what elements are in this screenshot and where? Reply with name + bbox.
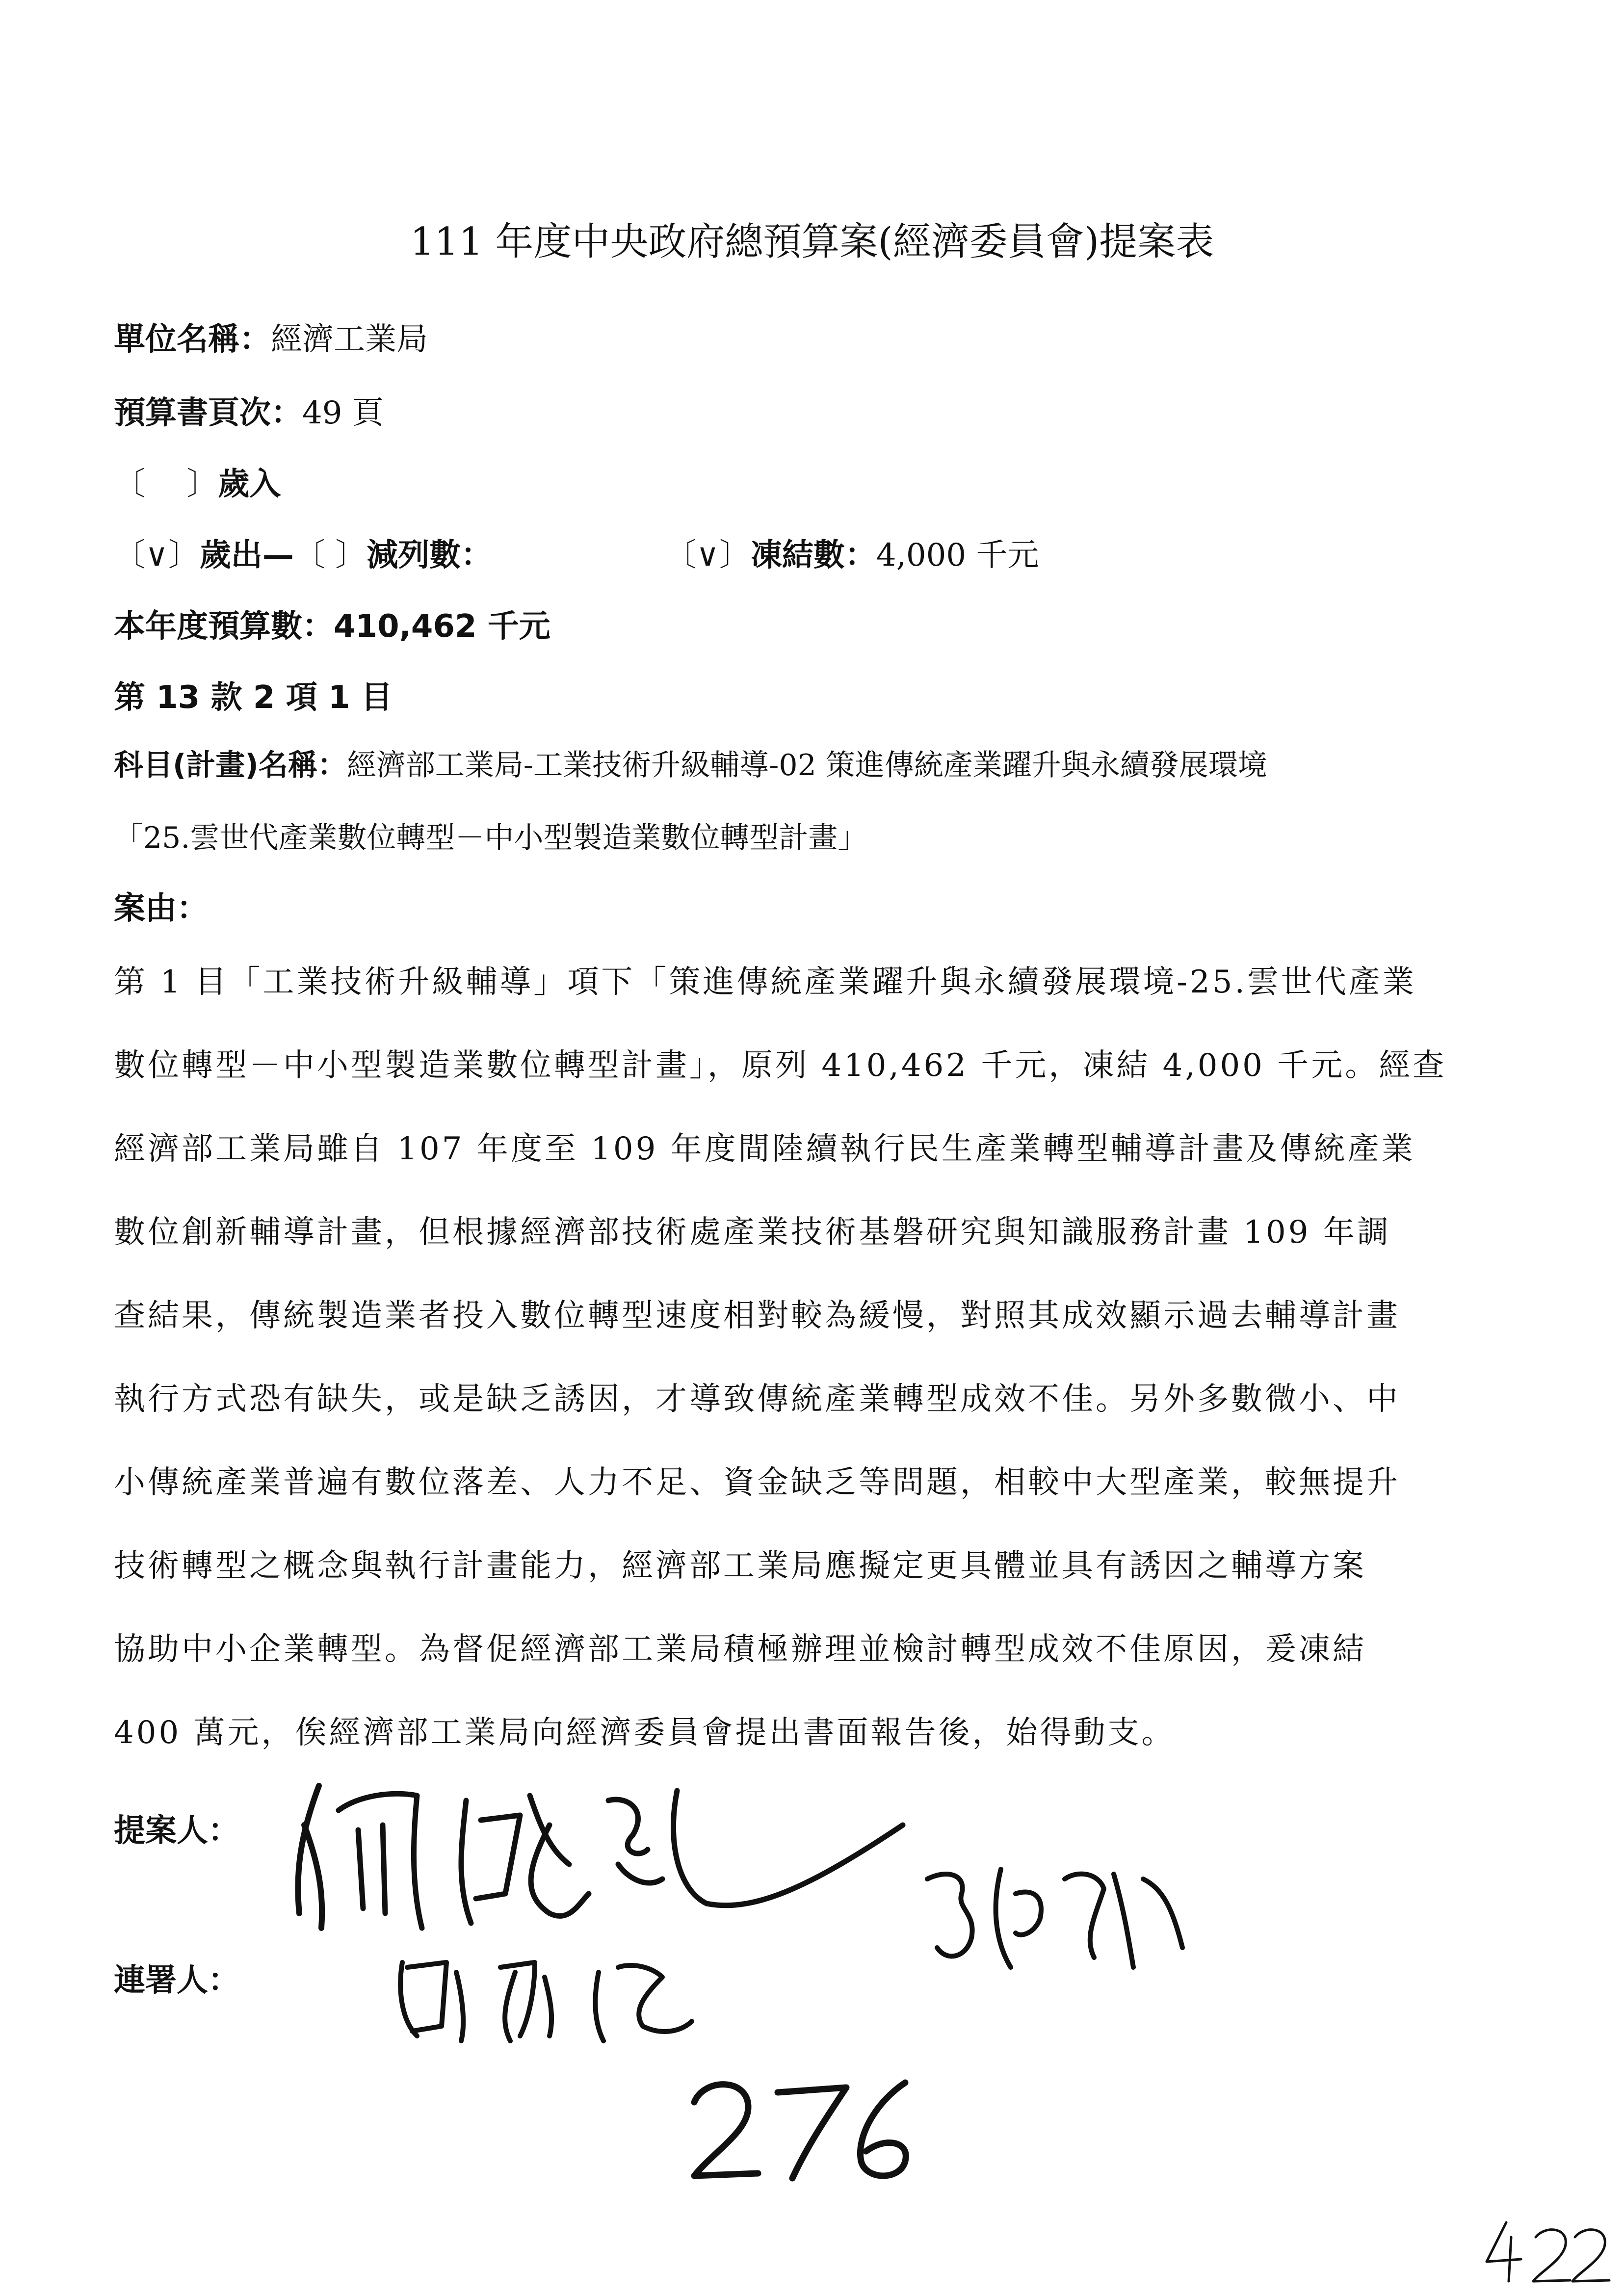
reason-line: 經濟部工業局雖自 107 年度至 109 年度間陸續執行民生產業轉型輔導計畫及傳統產業 xyxy=(114,1131,1415,1167)
reason-line: 協助中小企業轉型。為督促經濟部工業局積極辦理並檢討轉型成效不佳原因，爰凍結 xyxy=(114,1631,1366,1668)
reduce-checkbox: 〔 〕 xyxy=(293,537,367,574)
freeze-checkbox: 〔∨〕 xyxy=(665,537,751,574)
page-ref-value: 49 頁 xyxy=(302,395,384,431)
revenue-label: 歲入 xyxy=(218,466,281,502)
section-row: 第 13 款 2 項 1 目 xyxy=(114,679,393,716)
reason-line: 小傳統產業普遍有數位落差、人力不足、資金缺乏等問題，相較中大型產業，較無提升 xyxy=(114,1464,1400,1501)
cosigner-signature xyxy=(388,1943,702,2051)
reason-line: 第 1 目「工業技術升級輔導」項下「策進傳統產業躍升與永續發展環境-25.雲世代產業 xyxy=(114,964,1416,1000)
reason-line: 技術轉型之概念與執行計畫能力，經濟部工業局應擬定更具體並具有誘因之輔導方案 xyxy=(114,1548,1366,1584)
reason-label: 案由： xyxy=(114,890,208,927)
item-value-line1: 經濟部工業局-工業技術升級輔導-02 策進傳統產業躍升與永續發展環境 xyxy=(346,748,1267,783)
reduce-label: 減列數： xyxy=(367,537,493,574)
budget-value: 410,462 千元 xyxy=(334,608,550,645)
reason-line: 400 萬元，俟經濟部工業局向經濟委員會提出書面報告後，始得動支。 xyxy=(114,1715,1176,1751)
unit-row xyxy=(114,314,428,359)
reason-line: 數位創新輔導計畫，但根據經濟部技術處產業技術基磐研究與知識服務計畫 109 年調 xyxy=(114,1214,1391,1251)
revenue-checkbox: 〔 〕 xyxy=(114,466,218,502)
page-ref-label: 預算書頁次： xyxy=(114,395,302,431)
corner-page-number xyxy=(1477,2218,1614,2286)
handwritten-page-number xyxy=(684,2073,920,2186)
cosigner-label: 連署人： xyxy=(114,1962,239,1999)
page-ref-row xyxy=(114,388,384,433)
cosigner-signature xyxy=(917,1850,1192,1977)
expenditure-label: 歲出— xyxy=(199,537,294,574)
freeze-value: 4,000 千元 xyxy=(876,537,1039,574)
budget-label: 本年度預算數： xyxy=(114,608,334,645)
item-label: 科目(計畫)名稱： xyxy=(114,748,347,783)
expenditure-row xyxy=(114,530,492,575)
reason-line: 數位轉型－中小型製造業數位轉型計畫」，原列 410,462 千元，凍結 4,000 千元。經查 xyxy=(114,1047,1447,1084)
freeze-row xyxy=(665,530,1039,575)
unit-value: 經濟工業局 xyxy=(271,321,428,358)
document-title: 111 年度中央政府總預算案(經濟委員會)提案表 xyxy=(410,220,1214,264)
budget-row xyxy=(114,601,550,646)
reason-line: 查結果，傳統製造業者投入數位轉型速度相對較為緩慢，對照其成效顯示過去輔導計畫 xyxy=(114,1298,1400,1334)
unit-label: 單位名稱： xyxy=(114,321,271,358)
revenue-row xyxy=(114,459,281,504)
proposer-label: 提案人： xyxy=(114,1813,239,1849)
proposer-signature xyxy=(275,1766,922,1943)
reason-line: 執行方式恐有缺失，或是缺乏誘因，才導致傳統產業轉型成效不佳。另外多數微小、中 xyxy=(114,1381,1400,1417)
item-row xyxy=(114,742,1267,784)
item-value-line2: 「25.雲世代產業數位轉型－中小型製造業數位轉型計畫」 xyxy=(114,821,867,855)
freeze-label: 凍結數： xyxy=(750,537,876,574)
expenditure-checkbox: 〔∨〕 xyxy=(114,537,200,574)
